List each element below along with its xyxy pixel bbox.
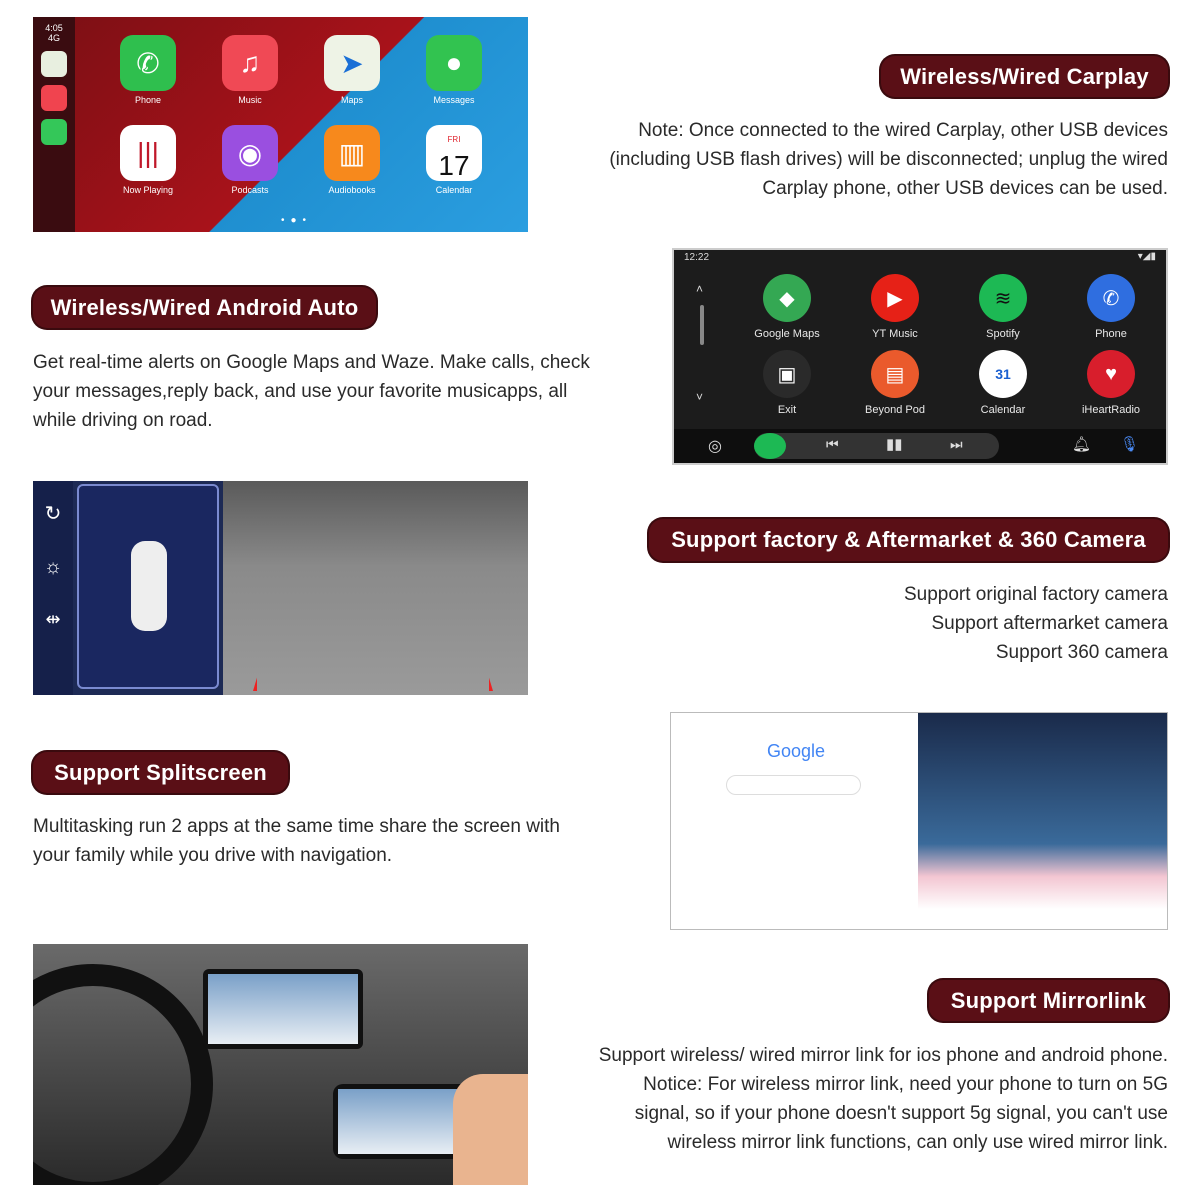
android-auto-heading: Wireless/Wired Android Auto bbox=[33, 287, 376, 328]
splitscreen-screenshot bbox=[670, 712, 1168, 930]
app-label: Phone bbox=[134, 95, 162, 105]
desc-line: while driving on road. bbox=[33, 410, 213, 431]
calendar-day: FRI bbox=[447, 135, 461, 144]
app-label: Beyond Pod bbox=[865, 404, 925, 416]
calendar-icon: 31 bbox=[979, 350, 1027, 398]
app-now-playing[interactable] bbox=[118, 125, 178, 195]
podcasts-icon: ◉ bbox=[222, 125, 278, 181]
car-interior-photo bbox=[33, 944, 528, 1185]
app-label: iHeartRadio bbox=[1081, 404, 1141, 416]
app-label: YT Music bbox=[872, 328, 918, 340]
camera-line: Support original factory camera bbox=[903, 584, 1168, 605]
app-label: Podcasts bbox=[231, 185, 269, 195]
split-line: Multitasking run 2 apps at the same time share the screen with bbox=[33, 816, 560, 837]
maps-icon: ➤ bbox=[324, 35, 380, 91]
music-mini-icon[interactable] bbox=[41, 85, 67, 111]
status-time: 4:05 bbox=[45, 23, 63, 33]
mirrorlink-description bbox=[528, 1041, 1168, 1157]
app-label: Messages bbox=[433, 95, 475, 105]
app-maps[interactable] bbox=[322, 35, 382, 105]
app-label: Calendar bbox=[980, 404, 1026, 416]
app-yt-music[interactable] bbox=[845, 274, 945, 340]
split-line: your family while you drive with navigation. bbox=[33, 845, 393, 866]
app-calendar[interactable] bbox=[953, 350, 1053, 416]
carplay-note bbox=[528, 116, 1168, 203]
phone-icon: ✆ bbox=[120, 35, 176, 91]
mirror-line: Support wireless/ wired mirror link for ios phone and android phone. bbox=[598, 1045, 1168, 1066]
scroll-up-icon[interactable]: ˄ bbox=[696, 282, 704, 296]
iheartradio-icon: ♥ bbox=[1087, 350, 1135, 398]
google-search-input[interactable] bbox=[726, 775, 861, 795]
android-auto-bottom-bar bbox=[674, 429, 1166, 463]
app-exit[interactable] bbox=[737, 350, 837, 416]
google-pane bbox=[671, 713, 917, 930]
hand bbox=[453, 1074, 528, 1185]
app-label: Spotify bbox=[986, 328, 1020, 340]
app-label: Calendar bbox=[435, 185, 473, 195]
calendar-icon bbox=[426, 125, 482, 181]
now-playing-icon: ||| bbox=[120, 125, 176, 181]
previous-icon[interactable]: ⏮ bbox=[826, 436, 839, 452]
app-iheartradio[interactable] bbox=[1061, 350, 1161, 416]
scroll-down-icon[interactable]: ˅ bbox=[696, 390, 704, 404]
app-label: Audiobooks bbox=[328, 185, 376, 195]
brightness-icon[interactable]: ☼ bbox=[43, 556, 63, 578]
microphone-icon[interactable]: 🎙︎ bbox=[1120, 436, 1140, 453]
messages-mini-icon[interactable] bbox=[41, 119, 67, 145]
app-google-maps[interactable] bbox=[737, 274, 837, 340]
app-beyond-pod[interactable] bbox=[845, 350, 945, 416]
app-label: Phone bbox=[1095, 328, 1127, 340]
car-top-view bbox=[131, 541, 167, 631]
rotate-icon[interactable]: ↻ bbox=[44, 503, 62, 525]
music-icon: ♫ bbox=[222, 35, 278, 91]
app-spotify[interactable] bbox=[953, 274, 1053, 340]
splitscreen-heading: Support Splitscreen bbox=[33, 752, 288, 793]
messages-icon: ● bbox=[426, 35, 482, 91]
note-line: Carplay phone, other USB devices can be used. bbox=[762, 178, 1168, 199]
spotify-icon[interactable] bbox=[754, 433, 786, 459]
scrollbar[interactable] bbox=[700, 305, 704, 345]
status-time: 12:22 bbox=[684, 252, 710, 263]
mirror-line: wireless mirror link functions, can only use wired mirror link. bbox=[667, 1132, 1168, 1153]
app-label: Google Maps bbox=[754, 328, 820, 340]
status-icons: ▾◢▮ bbox=[1137, 251, 1156, 262]
carplay-heading: Wireless/Wired Carplay bbox=[881, 56, 1168, 97]
beyond-pod-icon: ▤ bbox=[871, 350, 919, 398]
rear-camera-view bbox=[223, 481, 528, 695]
app-podcasts[interactable] bbox=[220, 125, 280, 195]
app-label: Music bbox=[238, 95, 262, 105]
steering-wheel bbox=[33, 964, 213, 1185]
app-music[interactable] bbox=[220, 35, 280, 105]
app-phone[interactable] bbox=[1061, 274, 1161, 340]
spotify-icon: ≋ bbox=[979, 274, 1027, 322]
next-icon[interactable]: ⏭ bbox=[950, 436, 963, 452]
spotify-pane bbox=[918, 713, 1168, 930]
app-audiobooks[interactable] bbox=[322, 125, 382, 195]
mirror-line: signal, so if your phone doesn't support 5g signal, you can't use bbox=[634, 1103, 1168, 1124]
camera-description bbox=[668, 580, 1168, 667]
home-icon[interactable]: ◎ bbox=[708, 438, 722, 455]
google-logo: Google bbox=[767, 741, 826, 761]
maps-mini-icon[interactable] bbox=[41, 51, 67, 77]
adjust-icon[interactable]: ⇹ bbox=[45, 609, 61, 629]
app-calendar[interactable] bbox=[424, 125, 484, 195]
head-unit-screen bbox=[203, 969, 363, 1049]
camera-line: Support 360 camera bbox=[995, 642, 1168, 663]
app-label: Maps bbox=[340, 95, 363, 105]
android-auto-description bbox=[33, 348, 653, 435]
app-messages[interactable] bbox=[424, 35, 484, 105]
carplay-sidebar bbox=[33, 17, 75, 232]
note-line: (including USB flash drives) will be disconnected; unplug the wired bbox=[609, 149, 1168, 170]
camera-line: Support aftermarket camera bbox=[931, 613, 1168, 634]
desc-line: your messages,reply back, and use your favorite musicapps, all bbox=[33, 381, 568, 402]
mirror-line: Notice: For wireless mirror link, need your phone to turn on 5G bbox=[643, 1074, 1168, 1095]
yt-music-icon: ▶ bbox=[871, 274, 919, 322]
camera-screenshot bbox=[33, 481, 528, 695]
app-label: Now Playing bbox=[122, 185, 174, 195]
car-icon: ▣ bbox=[763, 350, 811, 398]
google-maps-icon: ◆ bbox=[763, 274, 811, 322]
notification-bell-icon[interactable]: 🔔︎ bbox=[1072, 436, 1092, 453]
pause-icon[interactable]: ▮▮ bbox=[886, 436, 903, 453]
splitscreen-description bbox=[33, 812, 653, 870]
desc-line: Get real-time alerts on Google Maps and Waze. Make calls, check bbox=[33, 352, 590, 373]
android-auto-screenshot bbox=[672, 248, 1168, 465]
mirrorlink-heading: Support Mirrorlink bbox=[929, 980, 1168, 1021]
calendar-date: 17 bbox=[438, 150, 470, 181]
page-dots[interactable]: •●• bbox=[281, 215, 313, 226]
app-label: Exit bbox=[777, 404, 797, 416]
carplay-screenshot bbox=[33, 17, 528, 232]
camera-sidebar bbox=[33, 481, 73, 695]
status-signal: 4G bbox=[47, 33, 60, 43]
app-phone[interactable] bbox=[118, 35, 178, 105]
parking-guidelines bbox=[253, 571, 493, 691]
phone-icon: ✆ bbox=[1087, 274, 1135, 322]
birds-eye-view bbox=[77, 484, 219, 689]
camera-heading: Support factory & Aftermarket & 360 Camera bbox=[649, 519, 1168, 561]
note-line: Note: Once connected to the wired Carplay, other USB devices bbox=[638, 120, 1168, 141]
book-icon: ▥ bbox=[324, 125, 380, 181]
